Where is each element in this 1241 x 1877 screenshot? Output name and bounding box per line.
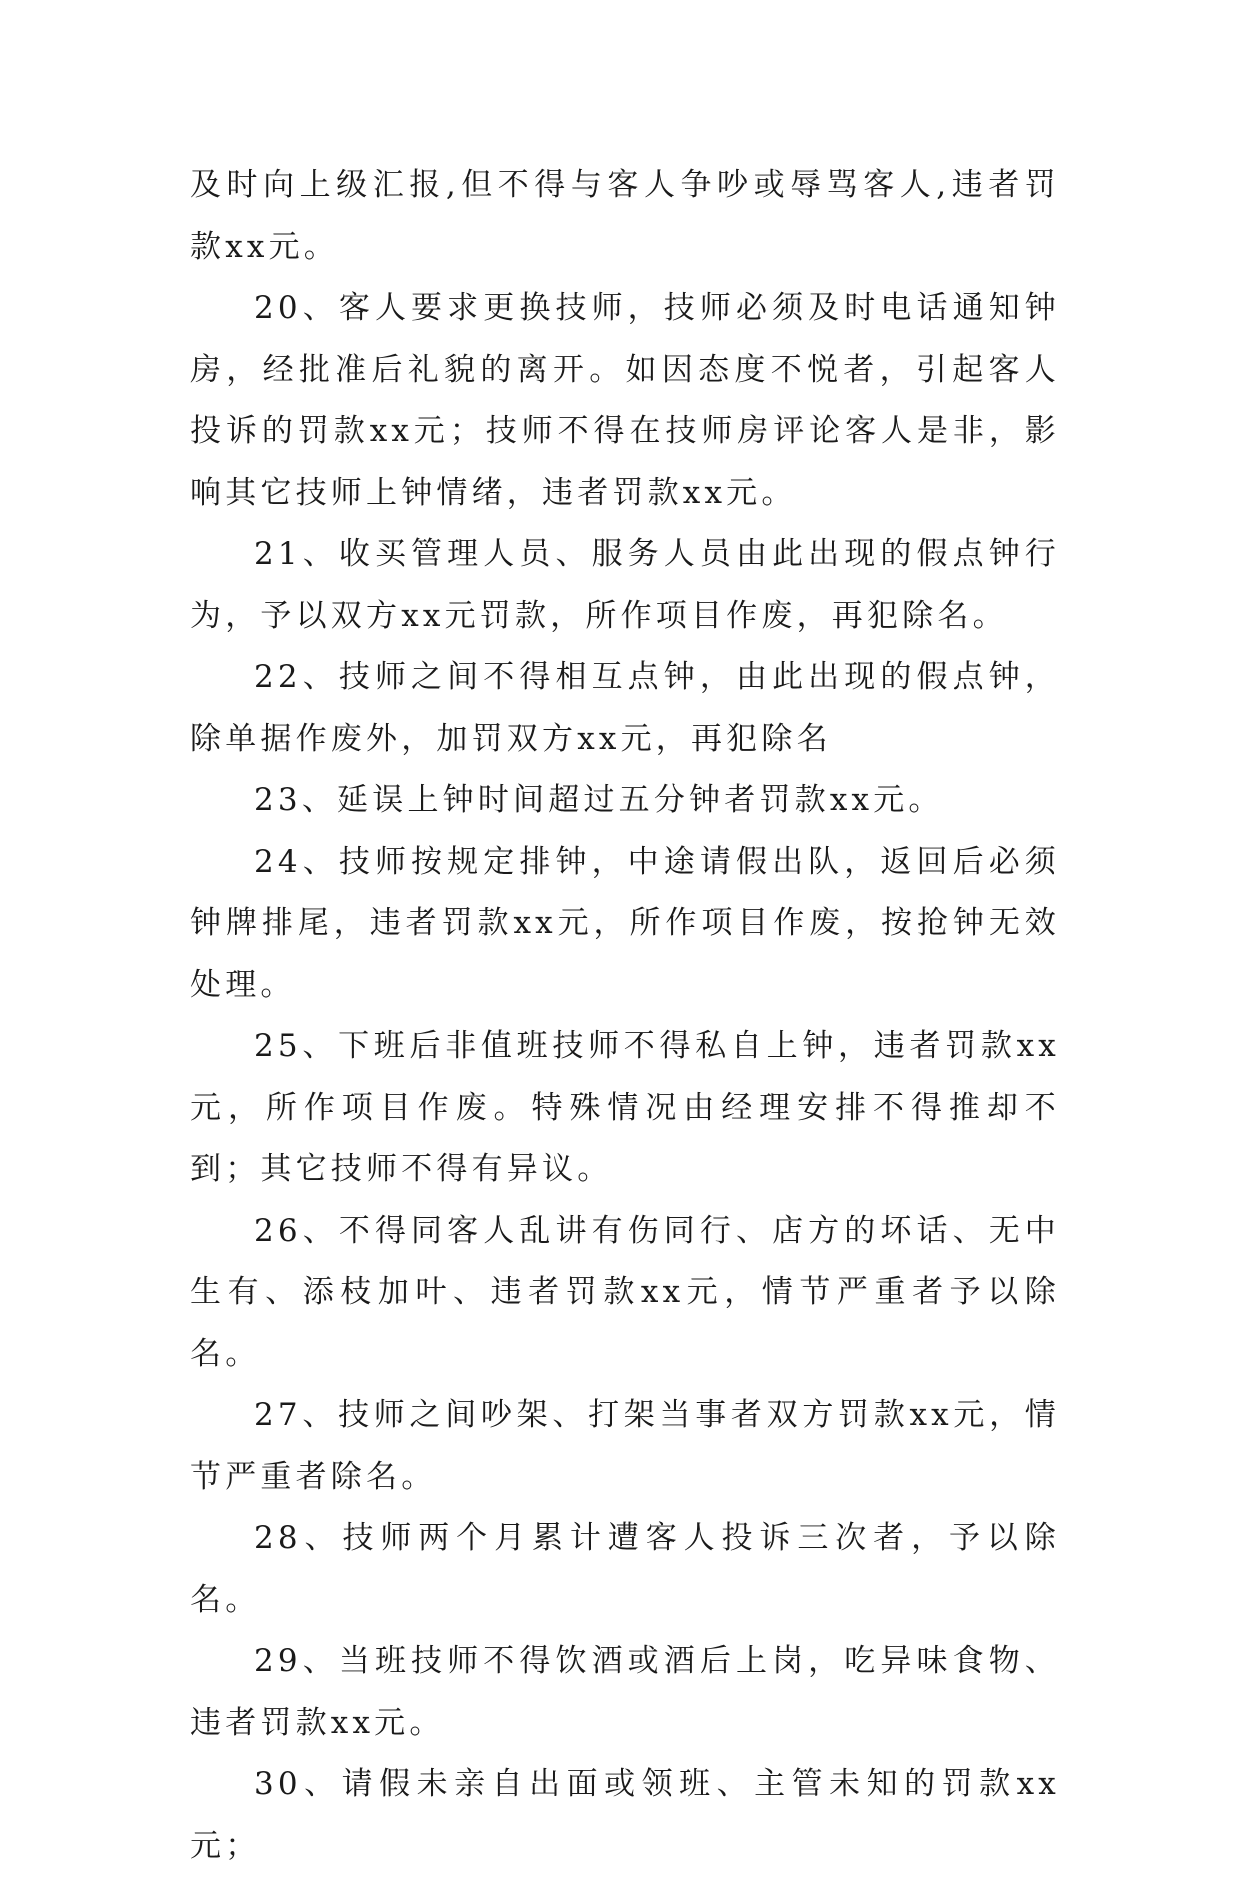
paragraph-rule-27: 27、技师之间吵架、打架当事者双方罚款xx元，情节严重者除名。	[190, 1397, 1060, 1495]
paragraph-continued: 及时向上级汇报,但不得与客人争吵或辱骂客人,违者罚款xx元。	[190, 167, 1060, 265]
paragraph-rule-20: 20、客人要求更换技师，技师必须及时电话通知钟房，经批准后礼貌的离开。如因态度不悦者，引起客人投诉的罚款xx元；技师不得在技师房评论客人是非，影响其它技师上钟情绪，违者罚款xx元。	[190, 290, 1060, 511]
paragraph-rule-22: 22、技师之间不得相互点钟，由此出现的假点钟，除单据作废外，加罚双方xx元，再犯除名	[190, 659, 1060, 757]
paragraph-rule-25: 25、下班后非值班技师不得私自上钟，违者罚款xx元，所作项目作废。特殊情况由经理安排不得推却不到；其它技师不得有异议。	[190, 1028, 1060, 1187]
paragraph-rule-29: 29、当班技师不得饮酒或酒后上岗，吃异味食物、违者罚款xx元。	[190, 1643, 1060, 1741]
paragraph-rule-28: 28、技师两个月累计遭客人投诉三次者，予以除名。	[190, 1520, 1060, 1618]
document-page	[190, 155, 1060, 1877]
paragraph-rule-26: 26、不得同客人乱讲有伤同行、店方的坏话、无中生有、添枝加叶、违者罚款xx元，情节严重者予以除名。	[190, 1212, 1060, 1372]
paragraph-rule-24: 24、技师按规定排钟，中途请假出队，返回后必须钟牌排尾，违者罚款xx元，所作项目作废，按抢钟无效处理。	[190, 843, 1060, 1003]
paragraph-rule-30: 30、请假未亲自出面或领班、主管未知的罚款xx元；	[190, 1766, 1060, 1864]
paragraph-rule-23: 23、延误上钟时间超过五分钟者罚款xx元。	[254, 782, 944, 818]
paragraph-rule-21: 21、收买管理人员、服务人员由此出现的假点钟行为，予以双方xx元罚款，所作项目作废，再犯除名。	[190, 536, 1060, 634]
